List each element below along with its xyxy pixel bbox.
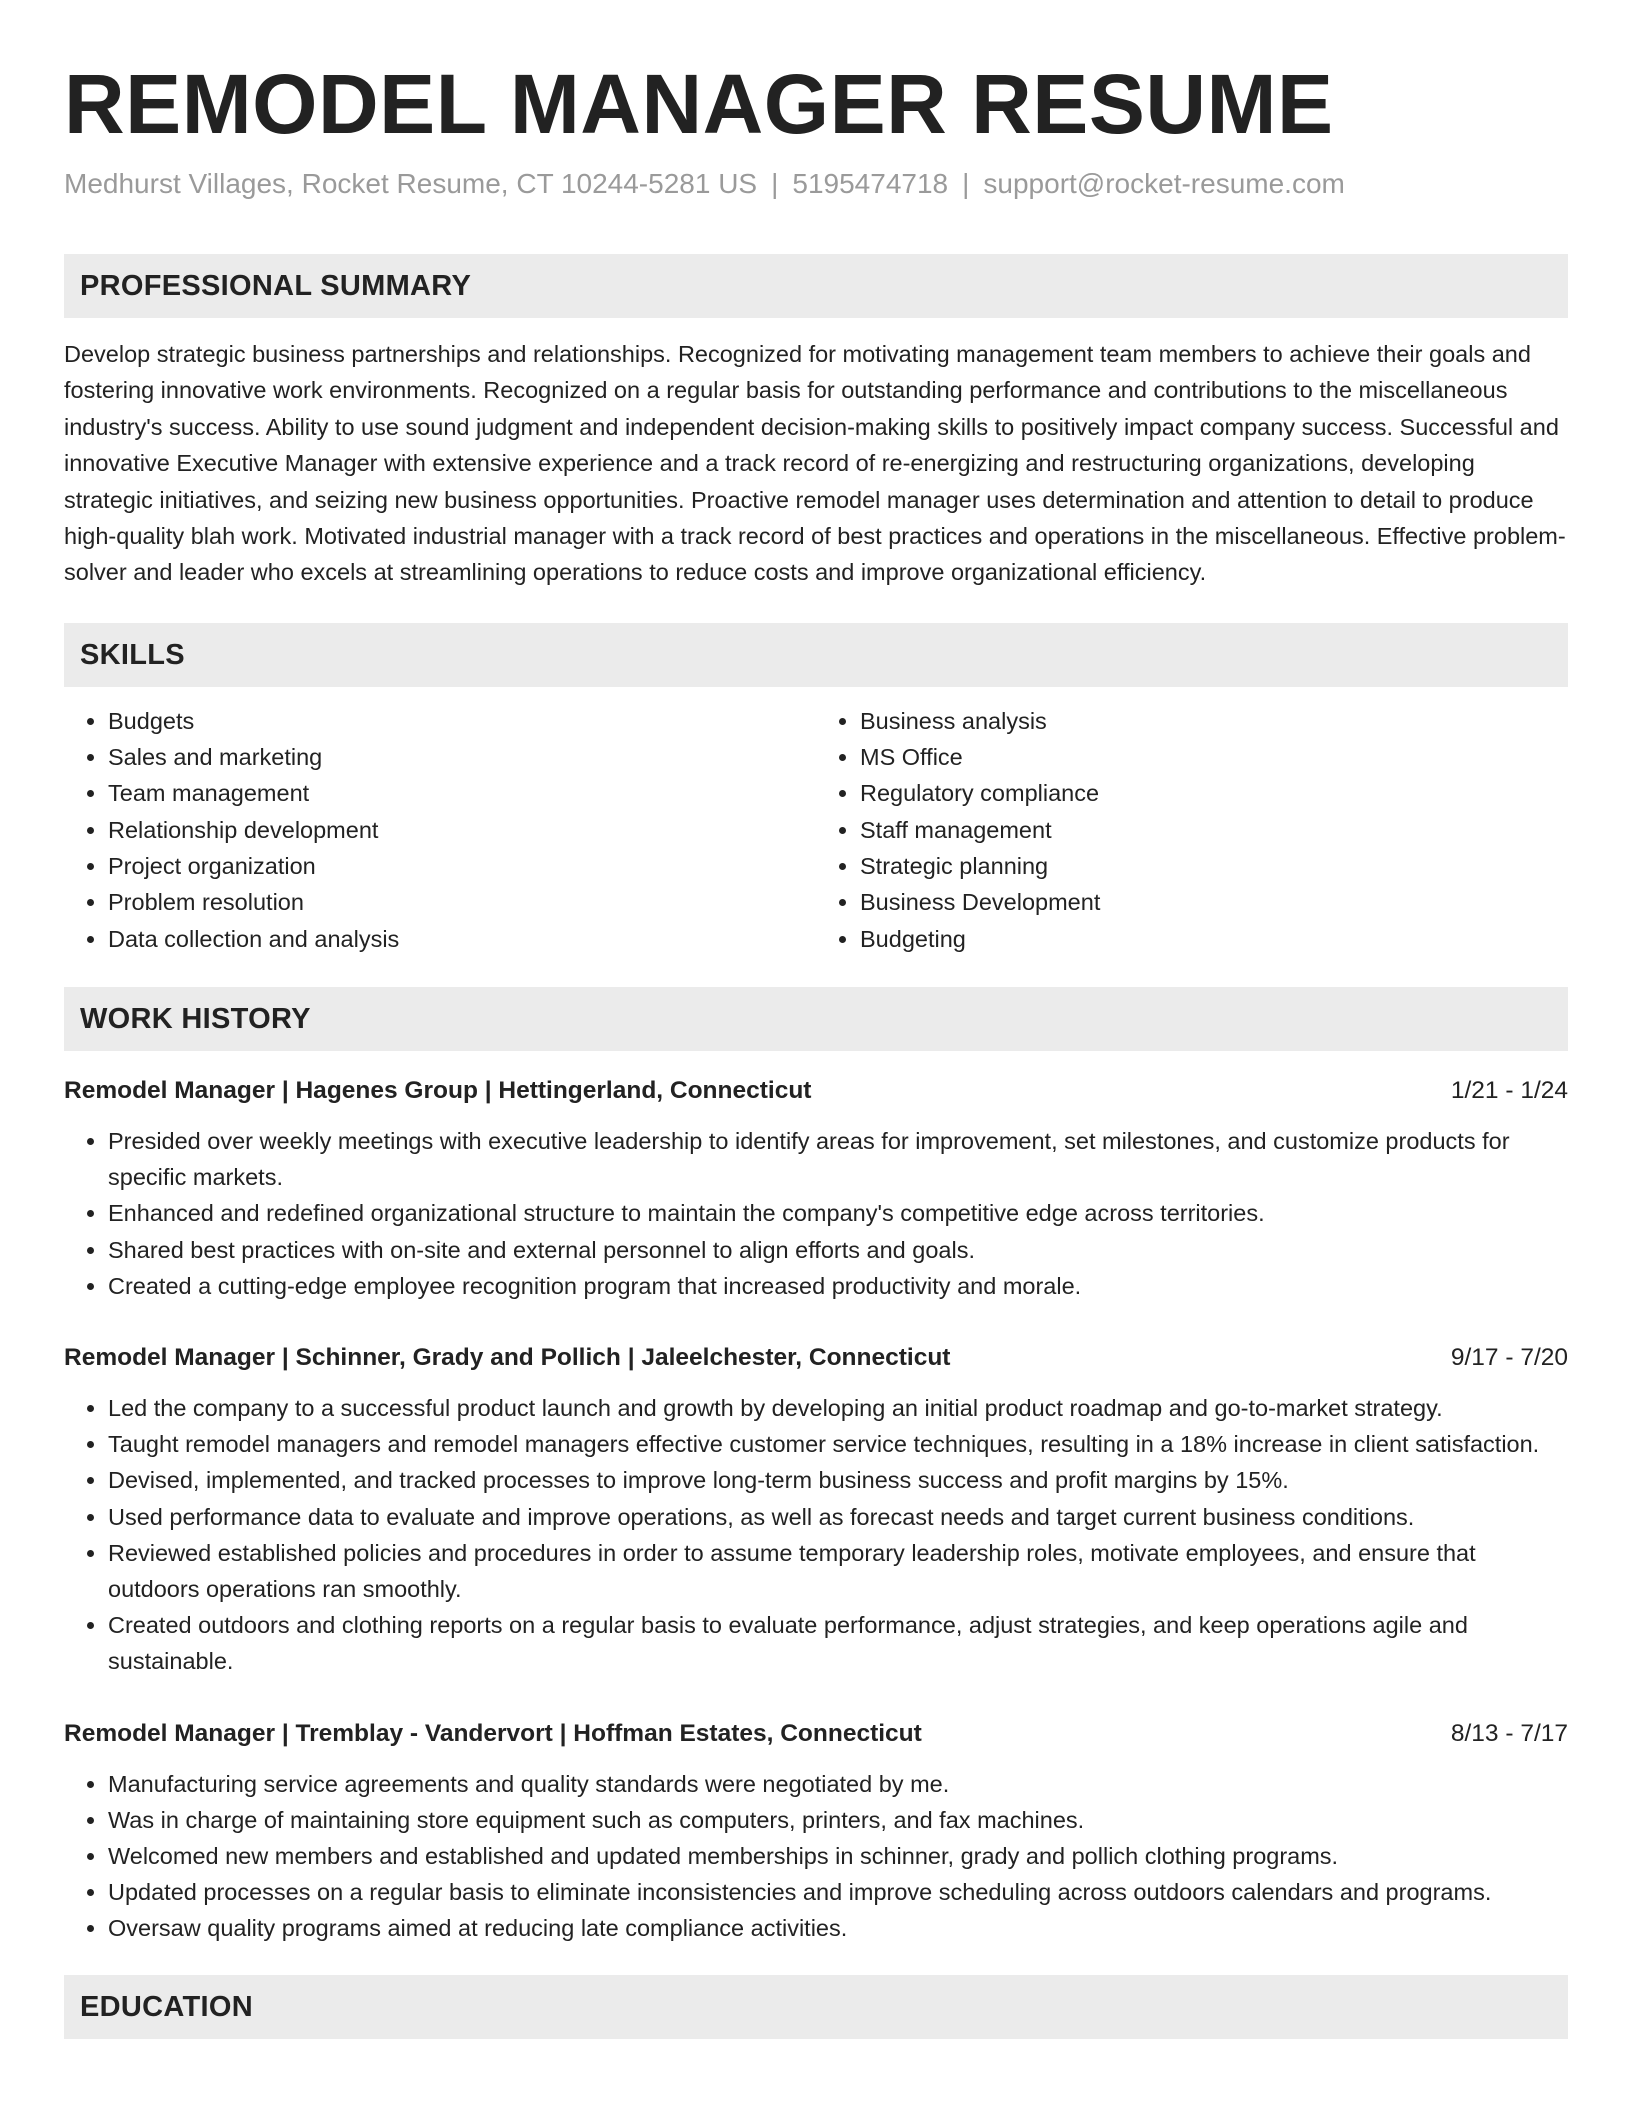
resume-page	[64, 0, 1568, 2039]
job-bullet: • Enhanced and redefined organizational structure to maintain the company's competitive edge across territories.	[108, 1195, 1568, 1231]
job-bullet: • Was in charge of maintaining store equipment such as computers, printers, and fax machines.	[108, 1802, 1568, 1838]
job-entry	[64, 1073, 1568, 1304]
contact-separator: |	[962, 168, 970, 199]
skill-item: • Project organization	[108, 848, 816, 884]
job-bullet: • Updated processes on a regular basis to eliminate inconsistencies and improve scheduling across outdoors calendars and programs.	[108, 1874, 1568, 1910]
job-bullet: • Created outdoors and clothing reports on a regular basis to evaluate performance, adjust strategies, and keep operations agile and sustainable.	[108, 1607, 1568, 1679]
skill-item: • Problem resolution	[108, 884, 816, 920]
contact-phone: 5195474718	[792, 168, 949, 199]
job-bullet: • Oversaw quality programs aimed at reducing late compliance activities.	[108, 1910, 1568, 1946]
job-title: Remodel Manager | Tremblay - Vandervort | Hoffman Estates, Connecticut	[64, 1719, 922, 1747]
skill-item: • Budgets	[108, 703, 816, 739]
skill-item: • Relationship development	[108, 812, 816, 848]
section-header-work-history: WORK HISTORY	[64, 987, 1568, 1051]
job-bullet: • Used performance data to evaluate and improve operations, as well as forecast needs and target current business conditions.	[108, 1499, 1568, 1535]
skills-column-right	[816, 703, 1568, 957]
section-header-skills: SKILLS	[64, 623, 1568, 687]
contact-separator: |	[771, 168, 779, 199]
skills-list	[64, 703, 1568, 957]
job-header	[64, 1340, 1568, 1376]
skill-item: • Strategic planning	[860, 848, 1568, 884]
job-header	[64, 1073, 1568, 1109]
job-bullet: • Welcomed new members and established and updated memberships in schinner, grady and pollich clothing programs.	[108, 1838, 1568, 1874]
section-header-summary: PROFESSIONAL SUMMARY	[64, 254, 1568, 318]
job-bullet: • Created a cutting-edge employee recognition program that increased productivity and morale.	[108, 1268, 1568, 1304]
contact-address: Medhurst Villages, Rocket Resume, CT 10244-5281 US	[64, 168, 758, 199]
job-dates: 8/13 - 7/17	[1450, 1719, 1568, 1747]
job-bullets	[64, 1766, 1568, 1947]
job-bullet: • Presided over weekly meetings with executive leadership to identify areas for improvement, set milestones, and customize products for specific markets.	[108, 1123, 1568, 1195]
skill-item: • Budgeting	[860, 921, 1568, 957]
section-header-education: EDUCATION	[64, 1975, 1568, 2039]
job-bullet: • Manufacturing service agreements and quality standards were negotiated by me.	[108, 1766, 1568, 1802]
skill-item: • Business analysis	[860, 703, 1568, 739]
contact-line	[64, 166, 1568, 202]
skill-item: • MS Office	[860, 739, 1568, 775]
job-dates: 9/17 - 7/20	[1450, 1343, 1568, 1371]
summary-text: Develop strategic business partnerships and relationships. Recognized for motivating management team members to achieve their goals and fostering innovative work environments. Recognized on a regular basis for outstanding performance and contributions to the miscellaneous industry's success. Ability to use sound judgment and independent decision-making skills to positively impact company success. Successful and innovative Executive Manager with extensive experience and a track record of re-energizing and restructuring organizations, developing strategic initiatives, and seizing new business opportunities. Proactive remodel manager uses determination and attention to detail to produce high-quality blah work. Motivated industrial manager with a track record of best practices and operations in the miscellaneous. Effective problem-solver and leader who excels at streamlining operations to reduce costs and improve organizational efficiency.	[64, 341, 1566, 586]
job-title: Remodel Manager | Hagenes Group | Hettingerland, Connecticut	[64, 1076, 812, 1104]
job-entry	[64, 1716, 1568, 1947]
job-bullet: • Reviewed established policies and procedures in order to assume temporary leadership roles, motivate employees, and ensure that outdoors operations ran smoothly.	[108, 1535, 1568, 1607]
job-bullet: • Taught remodel managers and remodel managers effective customer service techniques, resulting in a 18% increase in client satisfaction.	[108, 1426, 1568, 1462]
contact-email[interactable]: support@rocket-resume.com	[983, 168, 1345, 199]
skill-item: • Team management	[108, 775, 816, 811]
job-bullets	[64, 1123, 1568, 1304]
job-header	[64, 1716, 1568, 1752]
job-bullets	[64, 1390, 1568, 1680]
job-title: Remodel Manager | Schinner, Grady and Pollich | Jaleelchester, Connecticut	[64, 1343, 951, 1371]
skill-item: • Business Development	[860, 884, 1568, 920]
skills-column-left	[64, 703, 816, 957]
job-bullet: • Led the company to a successful product launch and growth by developing an initial product roadmap and go-to-market strategy.	[108, 1390, 1568, 1426]
job-dates: 1/21 - 1/24	[1450, 1076, 1568, 1104]
job-bullet: • Shared best practices with on-site and external personnel to align efforts and goals.	[108, 1232, 1568, 1268]
skill-item: • Regulatory compliance	[860, 775, 1568, 811]
job-entry	[64, 1340, 1568, 1680]
skill-item: • Sales and marketing	[108, 739, 816, 775]
resume-title: REMODEL MANAGER RESUME	[64, 57, 1334, 151]
job-bullet: • Devised, implemented, and tracked processes to improve long-term business success and profit margins by 15%.	[108, 1462, 1568, 1498]
skill-item: • Data collection and analysis	[108, 921, 816, 957]
skill-item: • Staff management	[860, 812, 1568, 848]
